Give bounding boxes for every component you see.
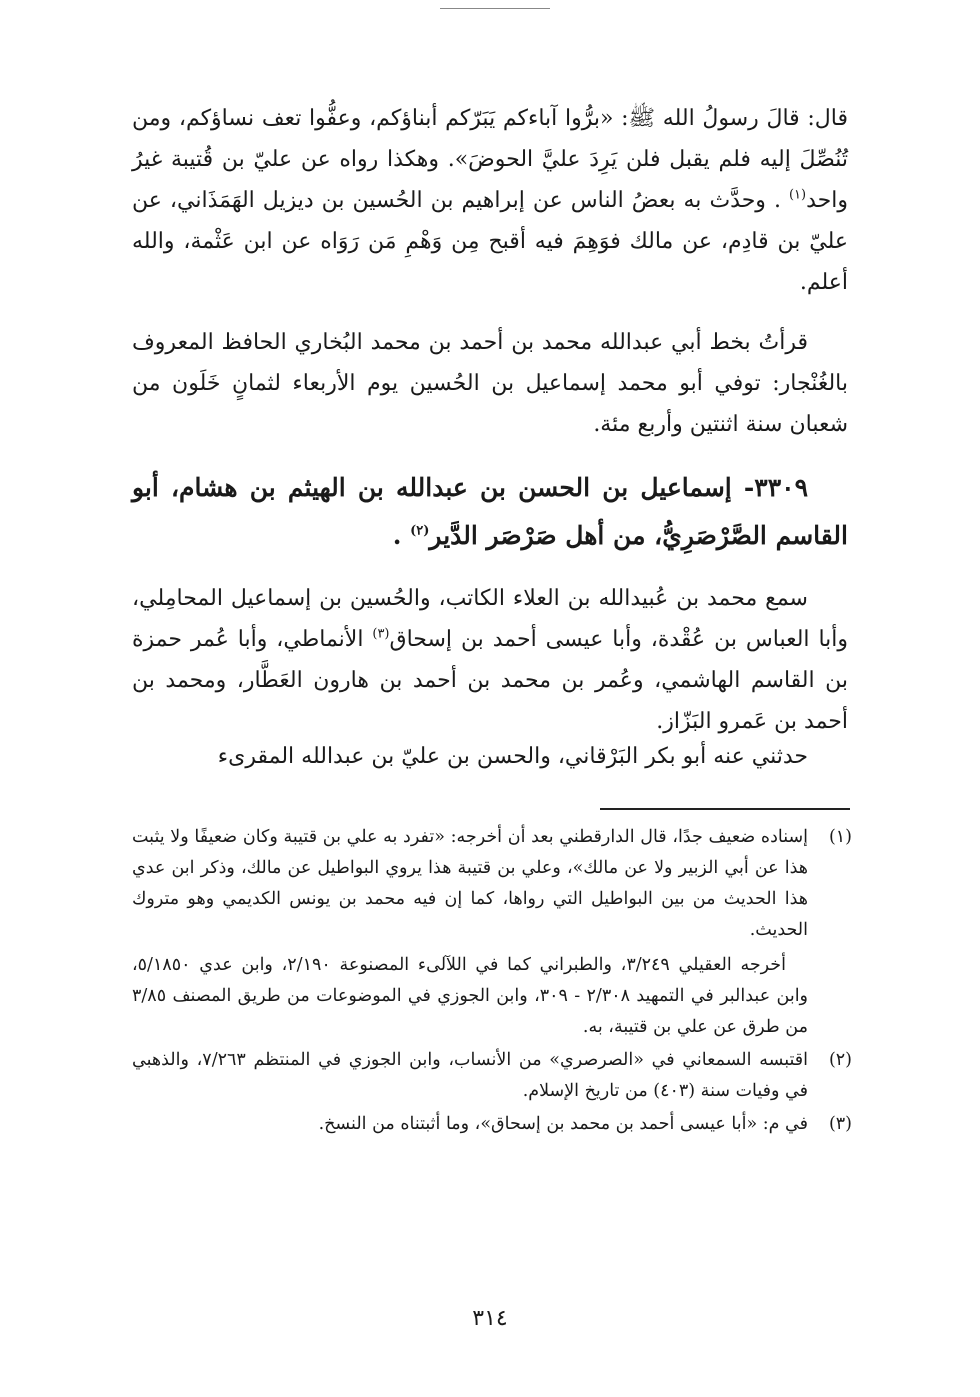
footnote-ref-3: (٣) xyxy=(372,626,390,642)
page-number: ٣١٤ xyxy=(472,1306,508,1331)
footnote-text: في م: «أبا عيسى أحمد بن محمد بن إسحاق»، وما أثبتناه من النسخ. xyxy=(318,1114,808,1134)
paragraph-teachers xyxy=(132,578,848,742)
footnote-separator xyxy=(600,808,850,810)
footnote-ref-1: (١) xyxy=(788,187,807,203)
paragraph-teachers-text: سمع محمد بن عُبيدالله بن العلاء الكاتب، والحُسين بن إسماعيل المحامِلي، وأبا العباس بن عُقْدة، وأبا عيسى أحمد بن إسحاق$^{(٣)}$ الأنماطي، وأبا عُمر حمزة بن القاسم الهاشمي، وعُمر بن محمد بن أحمد بن هارون العَطَّار، ومحمد بن أحمد بن عَمرو البَزّاز. xyxy=(132,586,848,734)
paragraph-students xyxy=(132,736,848,777)
footnote-text: إسناده ضعيف جدًا، قال الدارقطني بعد أن أخرجه: «تفرد به علي بن قتيبة وكان ضعيفًا ولا يثبت هذا عن أبي الزبير ولا عن مالك»، وعلي بن قتيبة هذا يروي البواطيل عن مالك، وذكر ابن عدي هذا الحديث من بين البواطيل التي رواها، كما إن فيه محمد بن يونس الكديمي وهو متروك الحديث. xyxy=(132,827,808,940)
entry-heading: ٣٣٠٩- إسماعيل بن الحسن بن عبدالله بن الهيثم بن هشام، أبو القاسم الصَّرْصَرِيُّ، من أهل صَرْصَر الدَّير$^{(٢)}$ . xyxy=(132,473,848,550)
footnote-3 xyxy=(132,1109,852,1140)
footnote-text: اقتبسه السمعاني في «الصرصري» من الأنساب، وابن الجوزي في المنتظم ٧/٢٦٣، والذهبي في وفيات سنة (٤٠٣) من تاريخ الإسلام. xyxy=(132,1050,808,1101)
footnote-number: (٢) xyxy=(828,1050,852,1070)
paragraph-ghunjar-text: قرأتُ بخط أبي عبدالله محمد بن أحمد بن محمد البُخاري الحافظ المعروف بالغُنْجار: توفي أبو محمد إسماعيل بن الحُسين يوم الأربعاء لثمانٍ خَلَون من شعبان سنة اثنتين وأربع مئة. xyxy=(132,330,848,437)
footnote-number: (٣) xyxy=(828,1114,852,1134)
footnotes xyxy=(132,822,852,1140)
paragraph-hadith xyxy=(132,98,848,303)
footnote-number: (١) xyxy=(828,827,852,847)
footnote-ref-2: (٢) xyxy=(410,523,430,539)
paragraph-students-text: حدثني عنه أبو بكر البَرْقاني، والحسن بن عليّ بن عبدالله المقرىء xyxy=(217,744,808,769)
paragraph-ghunjar xyxy=(132,322,848,445)
footnote-2 xyxy=(132,1045,852,1107)
top-scan-mark xyxy=(440,8,550,9)
paragraph-hadith-text: قال: قالَ رسولُ الله ﷺ: «برُّوا آباءكم يَبَرّكم أبناؤكم، وعفُّوا تعف نساؤكم، ومن تُنُصِّلَ إليه فلم يقبل فلن يَرِدَ عليَّ الحوضَ». وهكذا رواه عن عليّ بن قُتيبة غيرُ واحد$^{(١)}$ . وحدَّث به بعضُ الناس عن إبراهيم بن الحُسين بن ديزيل الهَمَذَاني، عن عليّ بن قادِم، عن مالك فوَهِمَ فيه أقبح مِن وَهْمِ مَن رَوَاه عن ابن عَثْمة، والله أعلم. xyxy=(132,106,848,295)
footnote-1 xyxy=(132,822,852,946)
footnote-1-continuation: أخرجه العقيلي ٣/٢٤٩، والطبراني كما في اللآلىء المصنوعة ٢/١٩٠، وابن عدي ٥/١٨٥٠، وابن عبدالبر في التمهيد ٢/٣٠٨ - ٣٠٩، وابن الجوزي في الموضوعات من طريق المصنف ٣/٨٥ من طرق عن علي بن قتيبة، به. xyxy=(132,955,809,1037)
